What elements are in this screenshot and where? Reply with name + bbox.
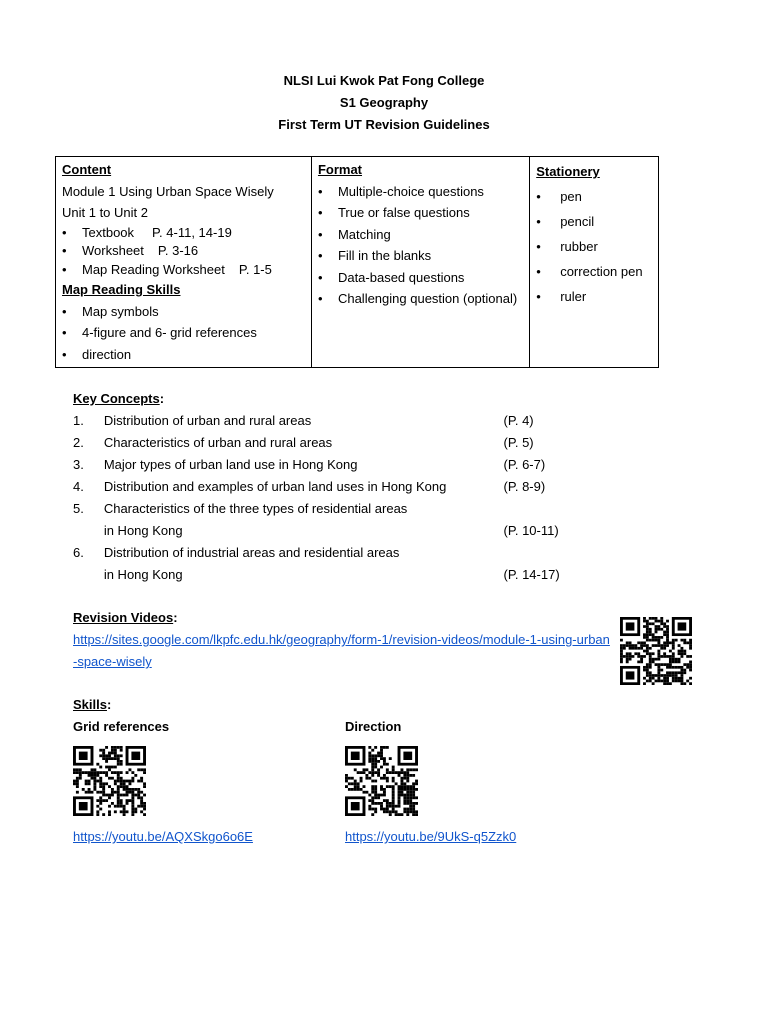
list-item: • Worksheet P. 3-16 [62,242,305,261]
map-skills-list [62,301,305,366]
list-item: 1. Distribution of urban and rural areas (P. 4) [73,413,534,428]
content-cell [56,157,312,368]
direction-label: Direction [345,719,402,734]
list-item: • ruler [536,284,652,309]
skills-heading: Skills: [73,697,112,712]
list-item: • True or false questions [318,202,523,224]
grid-references-link-wrap [73,826,253,848]
list-item: • direction [62,344,305,366]
qr-code-icon [620,617,692,685]
list-item-continuation: in Hong Kong (P. 10-11) [103,523,559,538]
list-item: • Fill in the blanks [318,245,523,267]
grid-references-link[interactable]: https://youtu.be/AQXSkgo6o6E [73,829,253,844]
stationery-cell [530,157,659,368]
list-item: 3. Major types of urban land use in Hong Kong (P. 6-7) [73,457,546,472]
school-name: NLSI Lui Kwok Pat Fong College [283,73,485,88]
revision-videos-link[interactable]: https://sites.google.com/lkpfc.edu.hk/geography/form-1/revision-videos/module-1-using-urban-space-wisely [73,632,610,669]
content-heading: Content [62,162,112,177]
stationery-list [536,184,652,309]
list-item: 2. Characteristics of urban and rural areas (P. 5) [73,435,534,450]
revision-videos-heading: Revision Videos: [73,610,178,625]
grid-references-qr-code [73,746,146,816]
direction-link[interactable]: https://youtu.be/9UkS-q5Zzk0 [345,829,517,844]
qr-code-icon [73,746,146,816]
list-item: • Map Reading Worksheet P. 1-5 [62,261,305,280]
units-range: Unit 1 to Unit 2 [62,205,148,220]
document-title: First Term UT Revision Guidelines [278,117,490,132]
document-header [0,70,768,136]
format-list [318,181,523,310]
list-item: • pencil [536,209,652,234]
direction-qr-code [345,746,418,816]
format-heading: Format [317,162,363,177]
list-item: 4. Distribution and examples of urban land uses in Hong Kong (P. 8-9) [73,479,546,494]
overview-table [55,156,659,368]
list-item: • Textbook P. 4-11, 14-19 [62,224,305,243]
list-item: • pen [536,184,652,209]
map-skills-heading: Map Reading Skills [62,282,181,297]
list-item: • correction pen [536,259,652,284]
list-item: • rubber [536,234,652,259]
format-cell [311,157,529,368]
grid-references-label: Grid references [73,719,170,734]
list-item: • Data-based questions [318,267,523,289]
revision-videos-link-wrap [73,629,613,673]
revision-videos-qr-code [620,617,692,685]
list-item-continuation: in Hong Kong (P. 14-17) [103,567,560,582]
key-concepts-heading: Key Concepts: [73,391,165,406]
list-item: • 4-figure and 6- grid references [62,322,305,344]
subject-name: S1 Geography [339,95,429,110]
list-item: 5. Characteristics of the three types of residential areas [73,501,408,516]
list-item: 6. Distribution of industrial areas and residential areas [73,545,400,560]
qr-code-icon [345,746,418,816]
direction-link-wrap [345,826,516,848]
materials-list [62,224,305,280]
key-concepts-list [73,410,593,586]
list-item: • Matching [318,224,523,246]
list-item: • Challenging question (optional) [318,288,523,310]
module-name: Module 1 Using Urban Space Wisely [62,183,274,199]
list-item: • Map symbols [62,301,305,323]
list-item: • Multiple-choice questions [318,181,523,203]
stationery-heading: Stationery [536,164,600,179]
